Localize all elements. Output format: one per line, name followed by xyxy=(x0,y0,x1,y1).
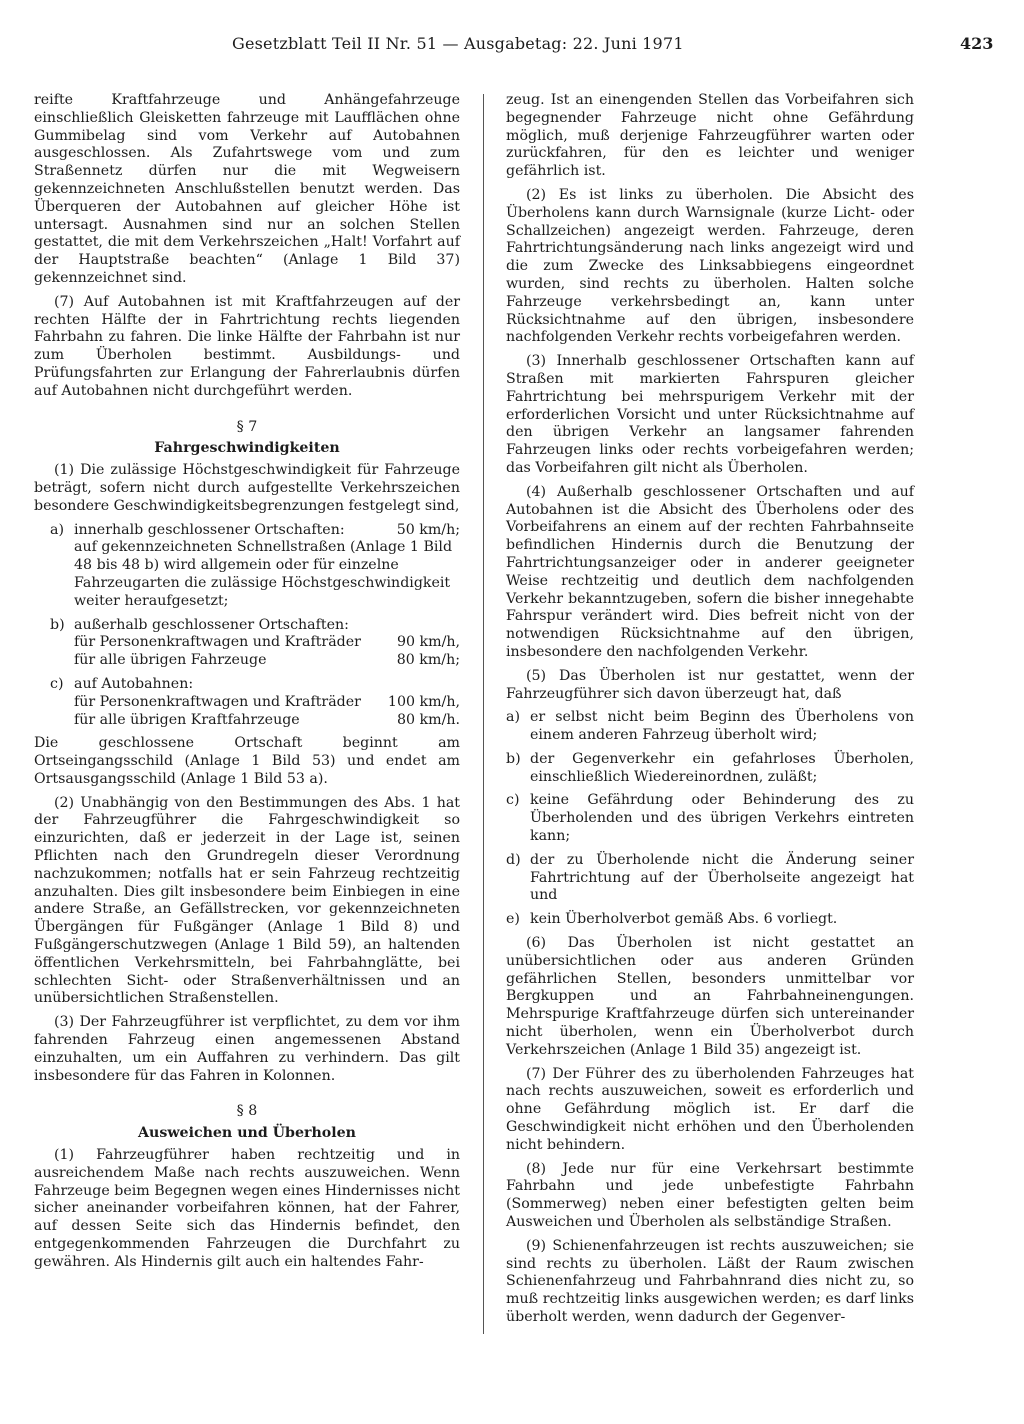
paragraph: (2) Es ist links zu überholen. Die Absicht des Überholens kann durch Warnsignale (kurze Licht- oder Schallzeichen) angezeigt werden. Fahrzeuge, deren Fahrtrichtungsänderung nach links angezeigt wird und die zum Zwecke des Linksabbiegens eingeordnet wurden, sind rechts zu überholen. Halten solche Fahrzeuge verkehrsbedingt an, kann unter Rücksichtnahme auf den übrigen, insbesondere nachfolgenden Verkehr rechts vorbeigefahren werden. xyxy=(506,186,914,346)
paragraph: Die geschlossene Ortschaft beginnt am Ortseingangsschild (Anlage 1 Bild 53) und endet am Ortsausgangsschild (Anlage 1 Bild 53 a). xyxy=(34,735,460,787)
paragraph: (9) Schienenfahrzeugen ist rechts auszuweichen; sie sind rechts zu überholen. Läßt der Raum zwischen Schienenfahrzeug und Fahrbahnrand dies nicht zu, so muß rechtzeitig links ausgewichen werden; es darf links überholt werden, wenn dadurch der Gegenver- xyxy=(506,1237,914,1325)
list-label: e) xyxy=(506,911,520,928)
list-text: der Gegenverkehr ein gefahrloses Überholen, einschließlich Wiedereinordnen, zuläßt; xyxy=(530,750,914,785)
speed-value: 80 km/h. xyxy=(396,711,460,728)
page-number: 423 xyxy=(960,34,994,53)
list-item xyxy=(50,522,460,611)
list-text: außerhalb geschlossener Ortschaften: xyxy=(74,616,349,633)
list-item xyxy=(506,751,914,787)
left-column xyxy=(34,92,460,1278)
paragraph: (7) Der Führer des zu überholenden Fahrzeuges hat nach rechts auszuweichen, soweit es erforderlich und ohne Gefährdung möglich ist. Er darf die Geschwindigkeit nicht erhöhen und den Überholenden nicht behindern. xyxy=(506,1065,914,1153)
list-label: b) xyxy=(506,750,521,767)
list-label: a) xyxy=(506,709,520,726)
section-number: § 8 xyxy=(236,1103,258,1120)
list-item xyxy=(506,911,914,929)
paragraph: (3) Der Fahrzeugführer ist verpflichtet, zu dem vor ihm fahrenden Fahrzeug einen angemessenen Abstand einzuhalten, um ein Auffahren zu verhindern. Das gilt insbesondere für das Fahren in Kolonnen. xyxy=(34,1014,460,1084)
list-label: d) xyxy=(506,851,521,868)
list-text: er selbst nicht beim Beginn des Überholens von einem anderen Fahrzeug überholt wird; xyxy=(530,709,914,744)
paragraph: (6) Das Überholen ist nicht gestattet an unübersichtlichen oder aus anderen Gründen gefährlichen Stellen, besonders unmittelbar vor Bergkuppen und an Fahrbahneinengungen. Mehrspurige Kraftfahrzeuge dürfen sich untereinander nicht überholen, wenn ein Überholverbot durch Verkehrszeichen (Anlage 1 Bild 35) angezeigt ist. xyxy=(506,935,914,1058)
paragraph: (4) Außerhalb geschlossener Ortschaften und auf Autobahnen ist die Absicht des Überholens oder des Vorbeifahrens an einem auf der rechten Fahrbahnseite befindlichen Hindernis durch die Benutzung der Fahrtrichtungsanzeiger oder in anderer geeigneter Weise rechtzeitig und deutlich dem nachfolgenden Verkehr bekanntzugeben, sofern die bisher innegehabte Fahrspur verändert wird. Dies befreit nicht von der notwendigen Rücksichtnahme auf den übrigen, insbesondere den nachfolgenden Verkehr. xyxy=(506,483,914,660)
paragraph: (5) Das Überholen ist nur gestattet, wenn der Fahrzeugführer sich davon überzeugt hat, daß xyxy=(506,667,914,702)
list-label: a) xyxy=(50,521,64,538)
list-text: für Personenkraftwagen und Krafträder xyxy=(74,634,361,651)
list-text: auf Autobahnen: xyxy=(74,675,194,692)
list-text: für Personenkraftwagen und Krafträder xyxy=(74,693,361,710)
list-text: innerhalb geschlossener Ortschaften: xyxy=(74,521,345,538)
list-item xyxy=(506,852,914,905)
section-title: Fahrgeschwindigkeiten xyxy=(154,440,340,457)
list-item xyxy=(50,617,460,670)
list-label: b) xyxy=(50,616,65,633)
paragraph: (1) Fahrzeugführer haben rechtzeitig und in ausreichendem Maße nach rechts auszuweichen. Wenn Fahrzeuge beim Begegnen wegen eines Hindernisses nicht sicher aneinander vorbeifahren können, hat der Fahrer, auf dessen Seite sich das Hindernis befindet, den entgegenkommenden Fahrzeugen die Durchfahrt zu gewähren. Als Hindernis gilt auch ein haltendes Fahr- xyxy=(34,1147,460,1270)
speed-value: 80 km/h; xyxy=(396,652,460,669)
list-label: c) xyxy=(50,675,64,692)
paragraph: reifte Kraftfahrzeuge und Anhängefahrzeuge einschließlich Gleisketten fahrzeuge mit Laufflächen ohne Gummibelag sind vom Verkehr auf Autobahnen ausgeschlossen. Als Zufahrtswege vom und zum Straßennetz dürfen nur die mit Wegweisern gekennzeichneten Anschlußstellen benutzt werden. Das Überqueren der Autobahnen auf gleicher Höhe ist untersagt. Ausnahmen sind nur an solchen Stellen gestattet, die mit dem Verkehrszeichen „Halt! Vorfahrt auf der Hauptstraße beachten“ (Anlage 1 Bild 37) gekennzeichnet sind. xyxy=(34,92,460,286)
section-number: § 7 xyxy=(236,418,258,435)
column-divider xyxy=(483,94,484,1334)
list-text: der zu Überholende nicht die Änderung seiner Fahrtrichtung auf der Überholseite angezeigt hat und xyxy=(530,851,914,904)
list-text: auf gekennzeichneten Schnellstraßen (Anlage 1 Bild 48 bis 48 b) wird allgemein oder für einzelne Fahrzeugarten die zulässige Höchstgeschwindigkeit weiter heraufgesetzt; xyxy=(74,539,453,609)
page-header xyxy=(0,0,1024,70)
section-title: Ausweichen und Überholen xyxy=(138,1125,356,1142)
paragraph: (2) Unabhängig von den Bestimmungen des Abs. 1 hat der Fahrzeugführer die Fahrgeschwindigkeit so einzurichten, daß er jederzeit in der Lage ist, seinen Pflichten nach den Grundregeln dieser Verordnung nachzukommen; notfalls hat er sein Fahrzeug rechtzeitig anzuhalten. Dies gilt insbesondere beim Einbiegen in eine andere Straße, an Gefällstrecken, vor gekennzeichneten Übergängen für Fußgänger (Anlage 1 Bild 8) und Fußgängerschutzwegen (Anlage 1 Bild 59), an haltenden öffentlichen Verkehrsmitteln, bei Fahrbahnglätte, bei schlechten Sicht- oder Straßenverhältnissen und an unübersichtlichen Straßenstellen. xyxy=(34,794,460,1007)
list-text: für alle übrigen Fahrzeuge xyxy=(74,652,267,669)
list-item xyxy=(506,709,914,745)
list-text: kein Überholverbot gemäß Abs. 6 vorliegt. xyxy=(530,911,838,928)
list-item xyxy=(506,792,914,845)
header-title: Gesetzblatt Teil II Nr. 51 — Ausgabetag: 22. Juni 1971 xyxy=(232,34,684,53)
paragraph: (1) Die zulässige Höchstgeschwindigkeit für Fahrzeuge beträgt, sofern nicht durch aufgestellte Verkehrszeichen besondere Geschwindigkeitsbegrenzungen festgelegt sind, xyxy=(34,462,460,514)
list-item xyxy=(50,676,460,729)
speed-value: 50 km/h; xyxy=(396,521,460,538)
speed-value: 100 km/h, xyxy=(387,693,460,710)
right-column xyxy=(506,92,914,1333)
list-label: c) xyxy=(506,792,520,809)
paragraph: zeug. Ist an einengenden Stellen das Vorbeifahren sich begegnender Fahrzeuge nicht ohne Gefährdung möglich, muß derjenige Fahrzeugführer warten oder zurückfahren, für den es leichter und weniger gefährlich ist. xyxy=(506,92,914,180)
paragraph: (7) Auf Autobahnen ist mit Kraftfahrzeugen auf der rechten Hälfte der in Fahrtrichtung rechts liegenden Fahrbahn zu fahren. Die linke Hälfte der Fahrbahn ist nur zum Überholen bestimmt. Ausbildungs- und Prüfungsfahrten zur Erlangung der Fahrerlaubnis dürfen auf Autobahnen nicht durchgeführt werden. xyxy=(34,293,460,399)
list-text: keine Gefährdung oder Behinderung des zu Überholenden und des übrigen Verkehrs eintreten kann; xyxy=(530,792,914,845)
list-text: für alle übrigen Kraftfahrzeuge xyxy=(74,711,300,728)
speed-value: 90 km/h, xyxy=(396,634,460,651)
paragraph: (3) Innerhalb geschlossener Ortschaften kann auf Straßen mit markierten Fahrspuren gleicher Fahrtrichtung bei mehrspurigem Verkehr mit der erforderlichen Vorsicht und unter Rücksichtnahme auf den übrigen Verkehr an langsamer fahrenden Fahrzeugen links oder rechts vorbeigefahren werden; das Vorbeifahren gilt nicht als Überholen. xyxy=(506,353,914,476)
paragraph: (8) Jede nur für eine Verkehrsart bestimmte Fahrbahn und jede unbefestigte Fahrbahn (Sommerweg) neben einer befestigten gelten beim Ausweichen und Überholen als selbständige Straßen. xyxy=(506,1160,914,1231)
